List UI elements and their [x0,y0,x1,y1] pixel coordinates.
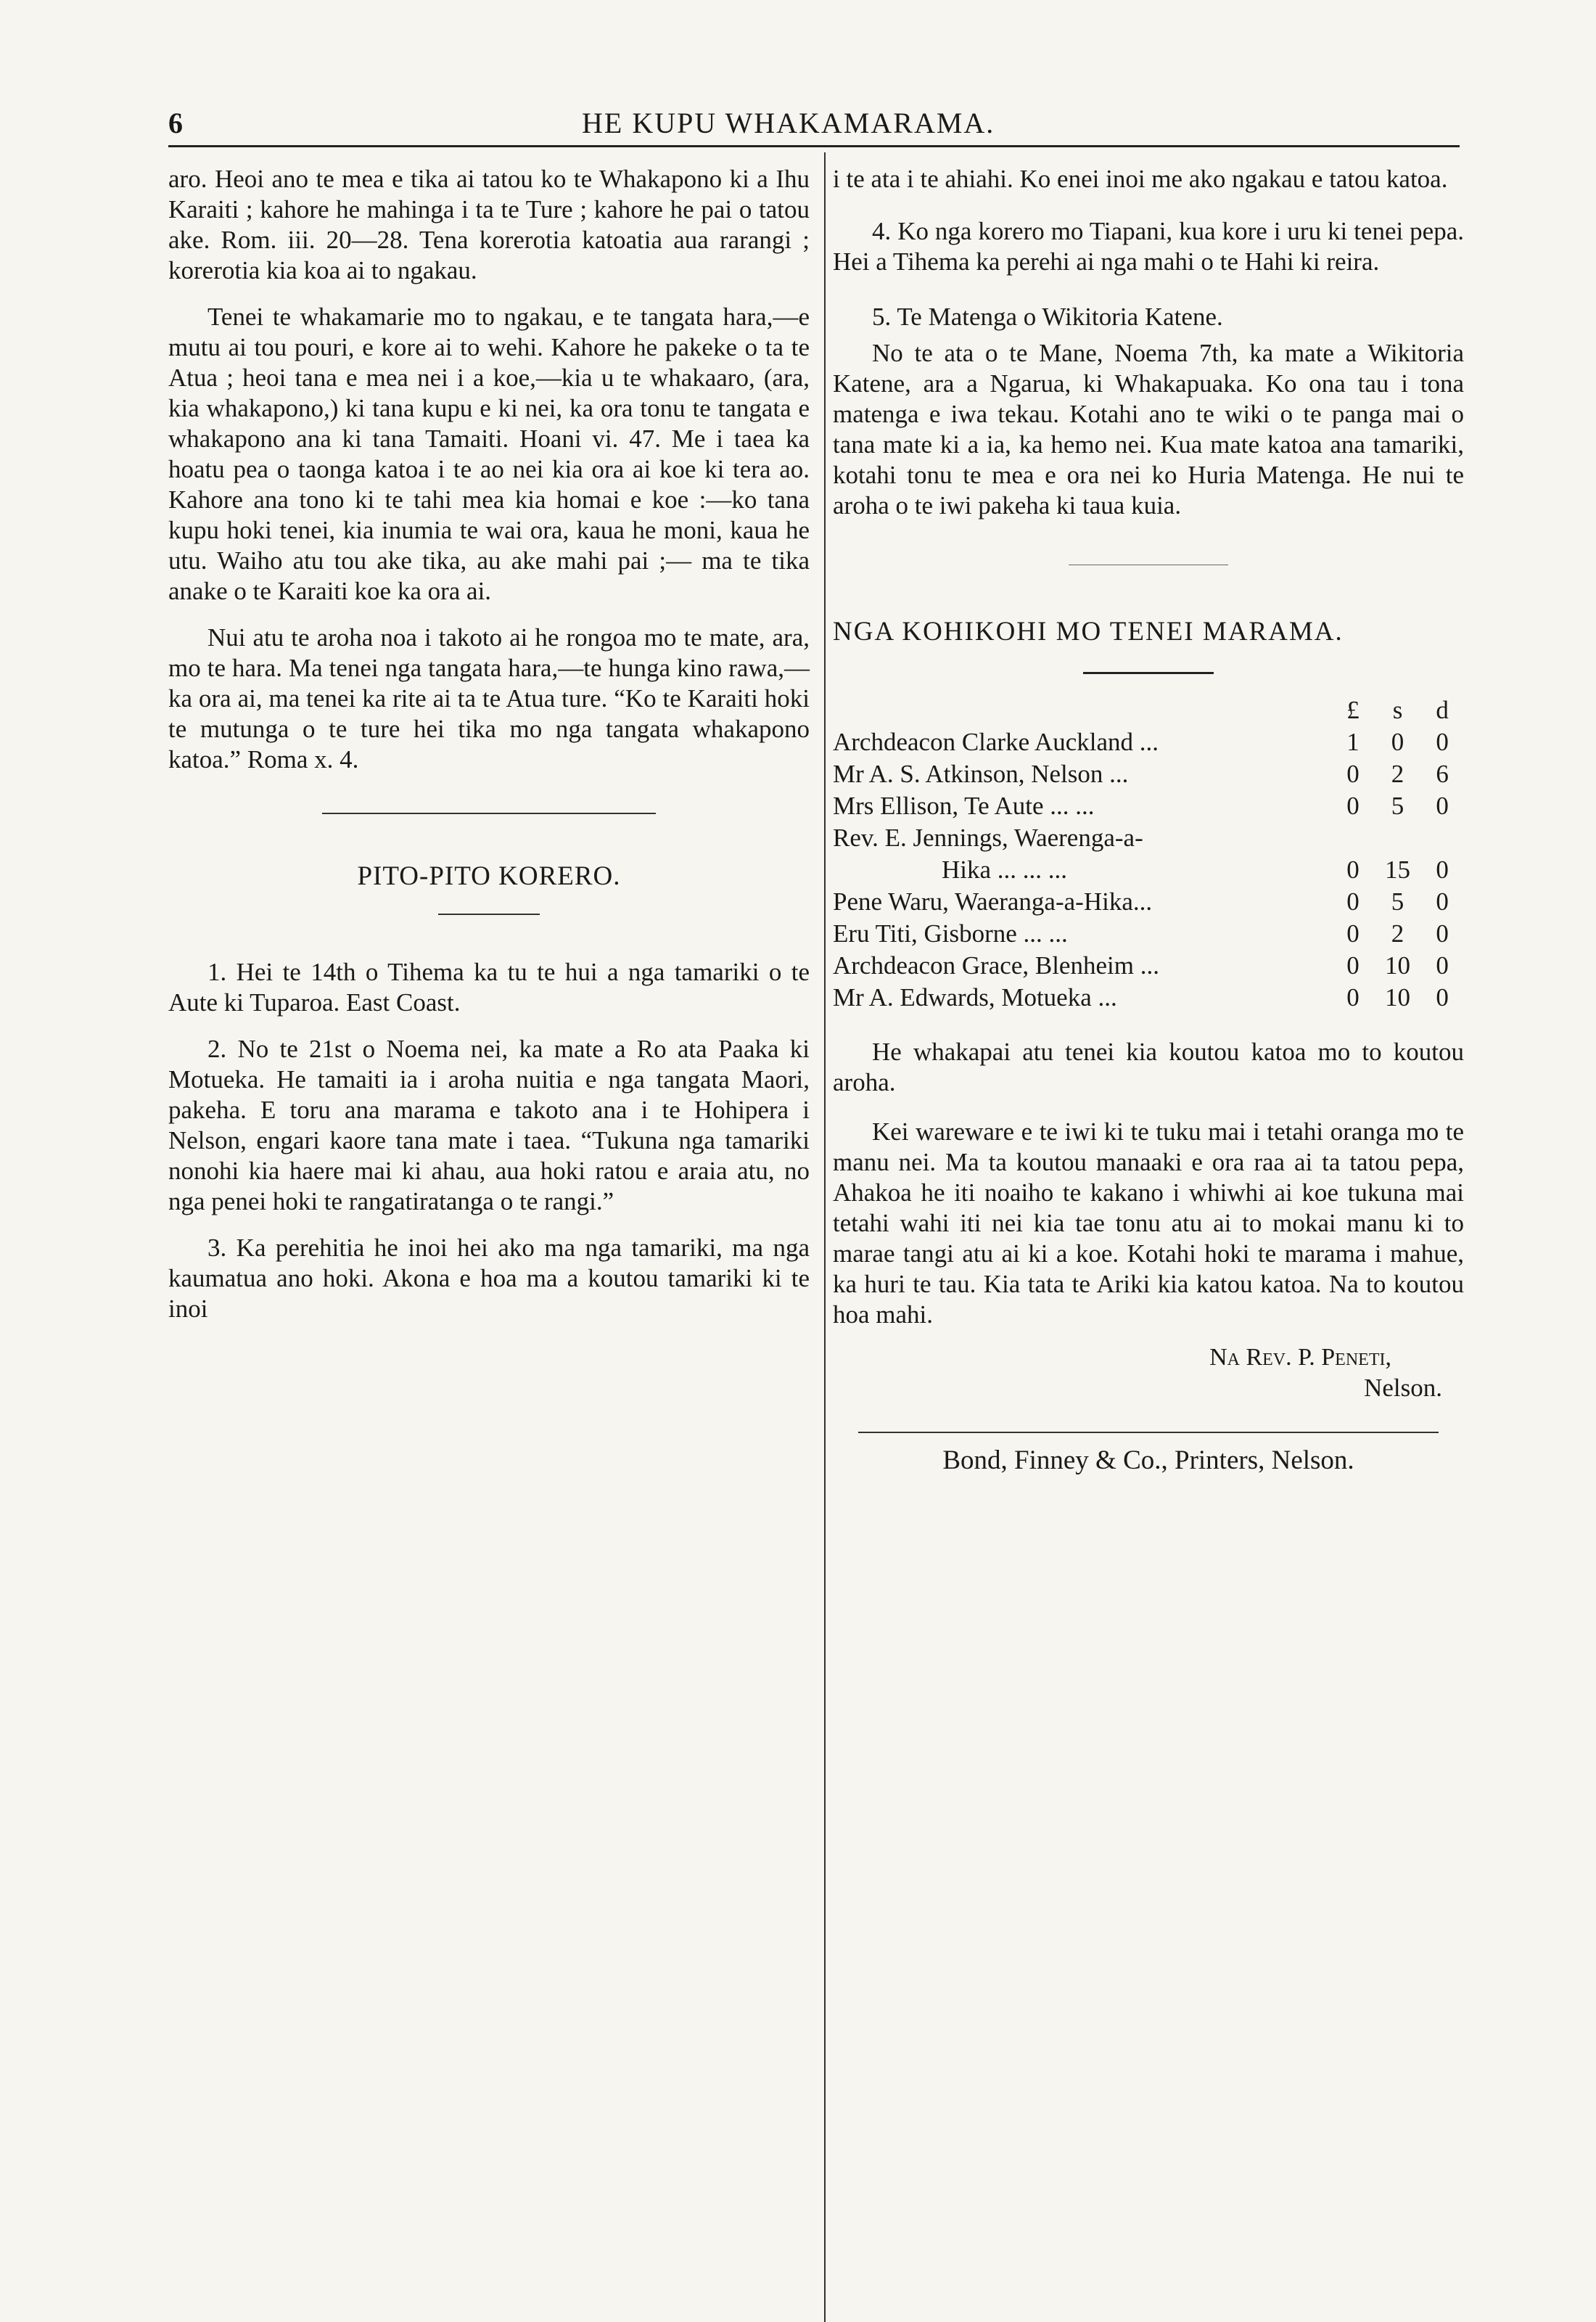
contributions-heading: NGA KOHIKOHI MO TENEI MARAMA. [833,617,1344,647]
paragraph: Tenei te whakamarie mo to ngakau, e te tangata hara,—e mutu ai tou pouri, e kore ai to wehi. Kahore he pakeke o ta te Atua ; heoi tana e mea nei i a koe,—kia u te whakaaro, (ara, kia whakapono,) ki tana kupu e ki nei, ka ora tonu te tangata e whakapono ana ki tana Tamaiti. Hoani vi. 47. Me i taea ka hoatu pea o taonga katoa i te ao nei kia ora ai koe ki tera ao. Kahore ana tono ki te tahi mea kia homai e koe :—ko tana kupu hoki tenei, kia inumia te wai ora, kaua he moni, kaua he utu. Waiho atu tou ake tika, au ake mahi pai ;— ma te tika anake o te Karaiti koe ka ora ai. [168,303,810,605]
printer-imprint: Bond, Finney & Co., Printers, Nelson. [942,1445,1354,1475]
pounds-value: 1 [1346,728,1360,756]
pence-header: d [1436,696,1449,724]
shillings-value: 0 [1391,728,1404,756]
left-column [168,164,810,1324]
shillings-value: 10 [1385,951,1411,980]
pence-value: 0 [1436,792,1449,820]
running-title: HE KUPU WHAKAMARAMA. [582,107,995,139]
shillings-value [1375,821,1420,853]
appeal-paragraph: Kei wareware e te iwi ki te tuku mai i tetahi oranga mo te manu nei. Ma ta koutou manaaki e ora raa ai ta tatou pepa, Ahakoa he iti noaiho te kakano i whiwhi ai koe tukuna mai tetahi wahi iti nei kia tae tonu atu ai to mokai manu ki to marae tangi atu ai ki a koe. Kotahi hoki te marama i mahue, ka huri te tau. Kia tata te Ariki kia katou katoa. Na to koutou hoa mahi. [833,1117,1464,1329]
news-item: 3. Ka perehitia he inoi hei ako ma nga tamariki, ma nga kaumatua ano hoki. Akona e hoa ma a koutou tamariki ki te inoi [168,1234,810,1323]
paragraph: i te ata i te ahiahi. Ko enei inoi me ako ngakau e tatou katoa. [833,165,1448,193]
shillings-value: 2 [1391,919,1404,948]
shillings-value: 10 [1385,983,1411,1012]
table-row [833,789,1464,821]
section-separator [322,813,656,814]
contributor-name: Mr A. Edwards, Motueka ... [833,983,1117,1012]
shillings-value: 5 [1391,887,1404,916]
contributor-name: Mr A. S. Atkinson, Nelson ... [833,760,1129,788]
shillings-value: 5 [1391,792,1404,820]
contributor-name: Mrs Ellison, Te Aute ... ... [833,792,1095,820]
contributor-name: Pene Waru, Waeranga-a-Hika... [833,887,1153,916]
pounds-value: 0 [1346,856,1360,884]
contributor-name: Eru Titi, Gisborne ... ... [833,919,1068,948]
section-heading: PITO-PITO KORERO. [357,861,621,891]
pounds-value [1331,821,1375,853]
pence-value: 0 [1436,983,1449,1012]
thanks-note: He whakapai atu tenei kia koutou katoa mo to koutou aroha. [833,1038,1464,1096]
pounds-value: 0 [1346,983,1360,1012]
pounds-value: 0 [1346,951,1360,980]
table-row [833,853,1464,885]
obituary: No te ata o te Mane, Noema 7th, ka mate a Wikitoria Katene, ara a Ngarua, ki Whakapuaka. Ko ona tau i tona matenga e iwa tekau. Kotahi ano te wiki o te panga mai o tana mate ki a ia, ka hemo nei. Kua mate katoa ana tamariki, kotahi tonu te mea e ora nei ko Huria Matenga. He nui te aroha o te iwi pakeha ki taua kuia. [833,339,1464,520]
pounds-header: £ [1346,696,1360,724]
column-divider [824,152,826,2322]
contributor-name: Archdeacon Grace, Blenheim ... [833,951,1159,980]
table-row [833,885,1464,916]
contributor-name: Archdeacon Clarke Auckland ... [833,728,1159,756]
contributions-table [833,693,1464,1012]
pence-value: 6 [1436,760,1449,788]
signature-name: Na Rev. P. Peneti, [1209,1344,1391,1371]
printer-rule [858,1432,1439,1433]
page-number: 6 [168,107,183,139]
news-item-title: 5. Te Matenga o Wikitoria Katene. [872,303,1223,331]
table-row [833,980,1464,1012]
table-row [833,821,1464,853]
signature-place: Nelson. [1364,1374,1442,1402]
pence-value: 0 [1436,887,1449,916]
paragraph: aro. Heoi ano te mea e tika ai tatou ko te Whakapono ki a Ihu Karaiti ; kahore he mahinga i ta te Ture ; kahore he pai o tatou ake. Rom. iii. 20—28. Tena korerotia katoatia aua rarangi ; korerotia kia koa ai to ngakau. [168,165,810,284]
pence-value: 0 [1436,856,1449,884]
pence-value: 0 [1436,951,1449,980]
contributor-name: Rev. E. Jennings, Waerenga-a- [833,824,1143,852]
heading-rule [438,914,540,915]
page-header [168,106,1460,149]
news-item: 2. No te 21st o Noema nei, ka mate a Ro ata Paaka ki Motueka. He tamaiti ia i aroha nuitia e nga tangata Maori, pakeha. E toru ana marama e takoto ana i te Hohipera i Nelson, engari kaore tana mate i taea. “Tukuna nga tamariki nonohi kia haere mai ki ahau, aua hoki ratou e araia atu, no nga penei hoki te rangatiratanga o te rangi.” [168,1035,810,1215]
right-column [833,164,1464,1476]
news-item: 1. Hei te 14th o Tihema ka tu te hui a nga tamariki o te Aute ki Tuparoa. East Coast. [168,958,810,1017]
paragraph: Nui atu te aroha noa i takoto ai he rongoa mo te mate, ara, mo te hara. Ma tenei nga tangata hara,—te hunga kino rawa,—ka ora ai, ma tenei ka rite ai ta te Atua ture. “Ko te Karaiti hoki te mutunga o te ture hei tika mo nga tangata whakapono katoa.” Roma x. 4. [168,623,810,774]
pence-value: 0 [1436,728,1449,756]
header-rule [168,145,1460,147]
contributor-name: Hika ... ... ... [942,856,1068,884]
table-row [833,725,1464,757]
pounds-value: 0 [1346,887,1360,916]
signature [833,1342,1464,1374]
shillings-value: 15 [1385,856,1411,884]
pounds-value: 0 [1346,760,1360,788]
news-item: 4. Ko nga korero mo Tiapani, kua kore i uru ki tenei pepa. Hei a Tihema ka perehi ai nga mahi o te Hahi ki reira. [833,217,1464,276]
table-row [833,948,1464,980]
table-row [833,757,1464,789]
pounds-value: 0 [1346,919,1360,948]
pounds-value: 0 [1346,792,1360,820]
heading-rule [1083,672,1214,674]
table-header-row [833,693,1464,725]
pence-value [1420,821,1464,853]
table-row [833,916,1464,948]
shillings-value: 2 [1391,760,1404,788]
shillings-header: s [1392,696,1403,724]
pence-value: 0 [1436,919,1449,948]
